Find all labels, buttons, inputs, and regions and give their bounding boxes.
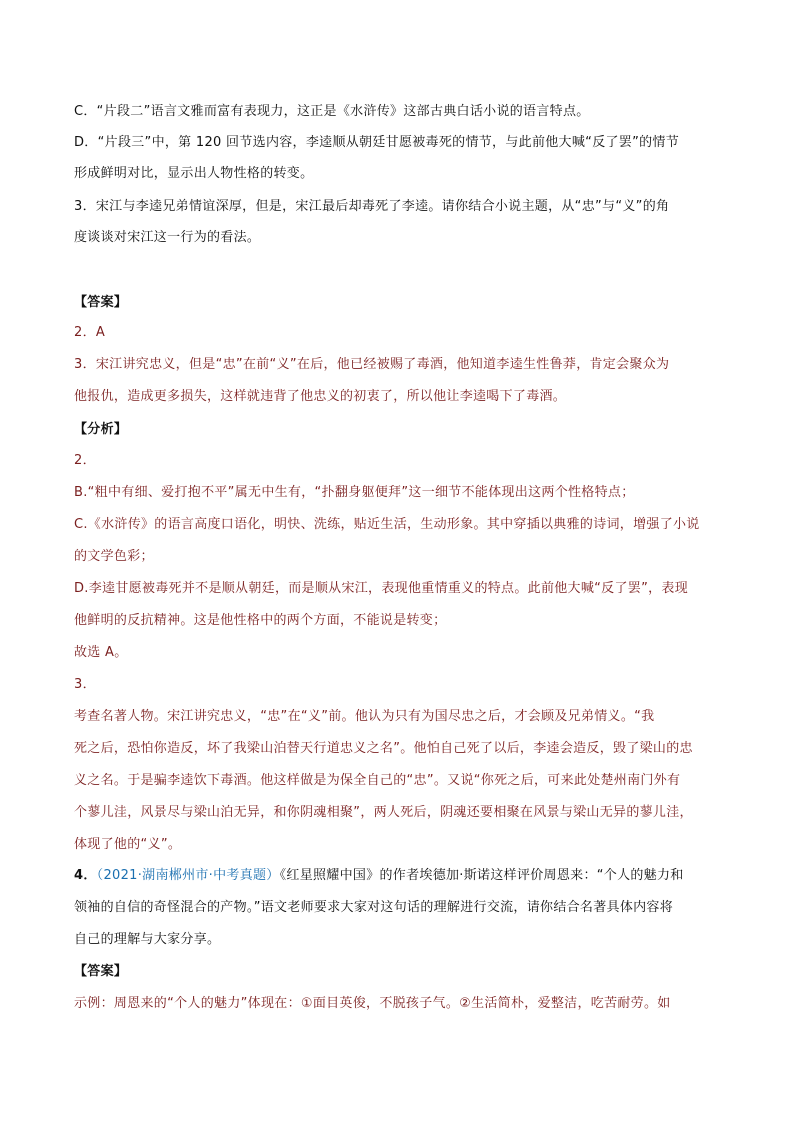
question-3-line1: 3．宋江与李逵兄弟情谊深厚，但是，宋江最后却毒死了李逵。请你结合小说主题，从“忠”与“义”的角	[74, 199, 670, 214]
analysis-3-line5: 体现了他的“义”。	[74, 837, 182, 852]
answer-3-line2: 他报仇，造成更多损失，这样就违背了他忠义的初衷了，所以他让李逵喝下了毒酒。	[74, 389, 567, 404]
question-4-line3: 自己的理解与大家分享。	[74, 932, 221, 947]
analysis-d-line2: 他鲜明的反抗精神。这是他性格中的两个方面，不能说是转变；	[74, 613, 447, 628]
question-4-source: （2021·湖南郴州市·中考真题）	[96, 868, 280, 883]
analysis-2-number: 2．	[74, 453, 96, 468]
answer-4-text: 示例：周恩来的“个人的魅力”体现在：①面目英俊，不脱孩子气。②生活简朴，爱整洁，吃苦耐劳。如	[74, 996, 671, 1011]
analysis-b: B.“粗中有细、爱打抱不平”属无中生有，“扑翻身躯便拜”这一细节不能体现出这两个性格特点；	[74, 485, 635, 500]
answer-3-line1: 3．宋江讲究忠义，但是“忠”在前“义”在后，他已经被赐了毒酒，他知道李逵生性鲁莽，肯定会聚众为	[74, 357, 670, 372]
analysis-3-line3: 义之名。于是骗李逵饮下毒酒。他这样做是为保全自己的“忠”。又说“你死之后，可来此处楚州南门外有	[74, 773, 681, 788]
question-4-number: 4．	[74, 868, 97, 883]
answer-2: 2．A	[74, 325, 106, 340]
analysis-3-number: 3．	[74, 677, 96, 692]
analysis-3-line1: 考查名著人物。宋江讲究忠义，“忠”在“义”前。他认为只有为国尽忠之后，才会顾及兄弟情义。“我	[74, 709, 655, 724]
answer-heading: 【答案】	[74, 295, 128, 310]
option-d-line2: 形成鲜明对比，显示出人物性格的转变。	[74, 166, 314, 181]
analysis-c-line2: 的文学色彩；	[74, 549, 154, 564]
answer-4-heading: 【答案】	[74, 964, 128, 979]
option-c: C．“片段二”语言文雅而富有表现力，这正是《水浒传》这部古典白话小说的语言特点。	[74, 104, 590, 119]
question-4-line1	[74, 868, 684, 884]
option-d-line1: D．“片段三”中，第 120 回节选内容，李逵顺从朝廷甘愿被毒死的情节，与此前他大喊“反了罢”的情节	[74, 135, 680, 150]
analysis-c-line1: C.《水浒传》的语言高度口语化，明快、洗练，贴近生活，生动形象。其中穿插以典雅的诗词，增强了小说	[74, 517, 700, 532]
analysis-choice: 故选 A。	[74, 645, 128, 660]
analysis-3-line2: 死之后，恐怕你造反，坏了我梁山泊替天行道忠义之名”。他怕自己死了以后，李逵会造反，毁了梁山的忠	[74, 741, 693, 756]
analysis-d-line1: D.李逵甘愿被毒死并不是顺从朝廷，而是顺从宋江，表现他重情重义的特点。此前他大喊“反了罢”，表现	[74, 581, 689, 596]
question-4-text: 《红星照耀中国》的作者埃德加·斯诺这样评价周恩来：“个人的魅力和	[279, 868, 684, 883]
question-3-line2: 度谈谈对宋江这一行为的看法。	[74, 230, 261, 245]
analysis-3-line4: 个蓼儿洼，风景尽与梁山泊无异，和你阴魂相聚”，两人死后，阴魂还要相聚在风景与梁山无异的蓼儿洼，	[74, 805, 693, 820]
question-4-line2: 领袖的自信的奇怪混合的产物。”语文老师要求大家对这句话的理解进行交流，请你结合名著具体内容将	[74, 900, 674, 915]
analysis-heading: 【分析】	[74, 422, 128, 437]
